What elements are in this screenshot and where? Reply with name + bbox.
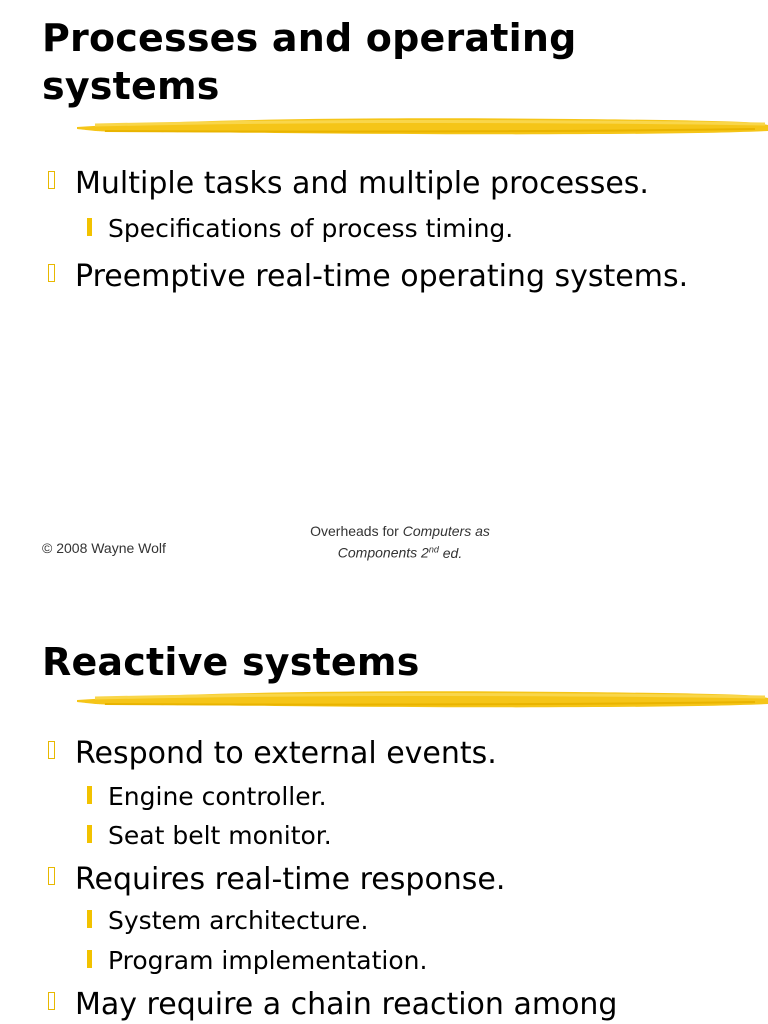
edition-suffix: ed. <box>438 544 463 561</box>
slide-title <box>42 14 577 110</box>
sub-bullet-item: Seat belt monitor. <box>108 821 332 850</box>
copyright: © 2008 Wayne Wolf <box>42 540 166 556</box>
overheads-prefix: Overheads for <box>310 523 403 539</box>
bullet-item: May require a chain reaction among <box>75 987 618 1022</box>
edition-sup: nd <box>428 544 439 554</box>
sub-bullet-icon <box>87 786 92 804</box>
sub-bullet-item: System architecture. <box>108 906 369 935</box>
bullet-icon <box>48 867 55 885</box>
bullet-icon <box>48 992 55 1010</box>
sub-bullet-icon <box>87 825 92 843</box>
book-title-1: Computers as <box>402 523 490 539</box>
bullet-item: Respond to external events. <box>75 736 497 771</box>
book-title-2: Components 2 <box>337 544 429 561</box>
bullet-item: Preemptive real-time operating systems. <box>75 259 689 294</box>
sub-bullet-item: Program implementation. <box>108 946 428 975</box>
bullet-icon <box>48 171 55 189</box>
sub-bullet-icon <box>87 950 92 968</box>
overheads-credit <box>240 522 560 562</box>
bullet-item: Multiple tasks and multiple processes. <box>75 166 649 201</box>
slide-reactive <box>0 620 768 1024</box>
slide-title: Reactive systems <box>42 640 420 684</box>
bullet-item: Requires real-time response. <box>75 862 506 897</box>
sub-bullet-icon <box>87 218 92 236</box>
bullet-icon <box>48 741 55 759</box>
brush-underline <box>75 686 768 712</box>
sub-bullet-icon <box>87 910 92 928</box>
bullet-icon <box>48 264 55 282</box>
title-line-1: Processes and operating <box>42 16 577 60</box>
sub-bullet-item: Specifications of process timing. <box>108 214 514 243</box>
title-line-2: systems <box>42 64 220 108</box>
sub-bullet-item: Engine controller. <box>108 782 327 811</box>
brush-underline <box>75 113 768 139</box>
